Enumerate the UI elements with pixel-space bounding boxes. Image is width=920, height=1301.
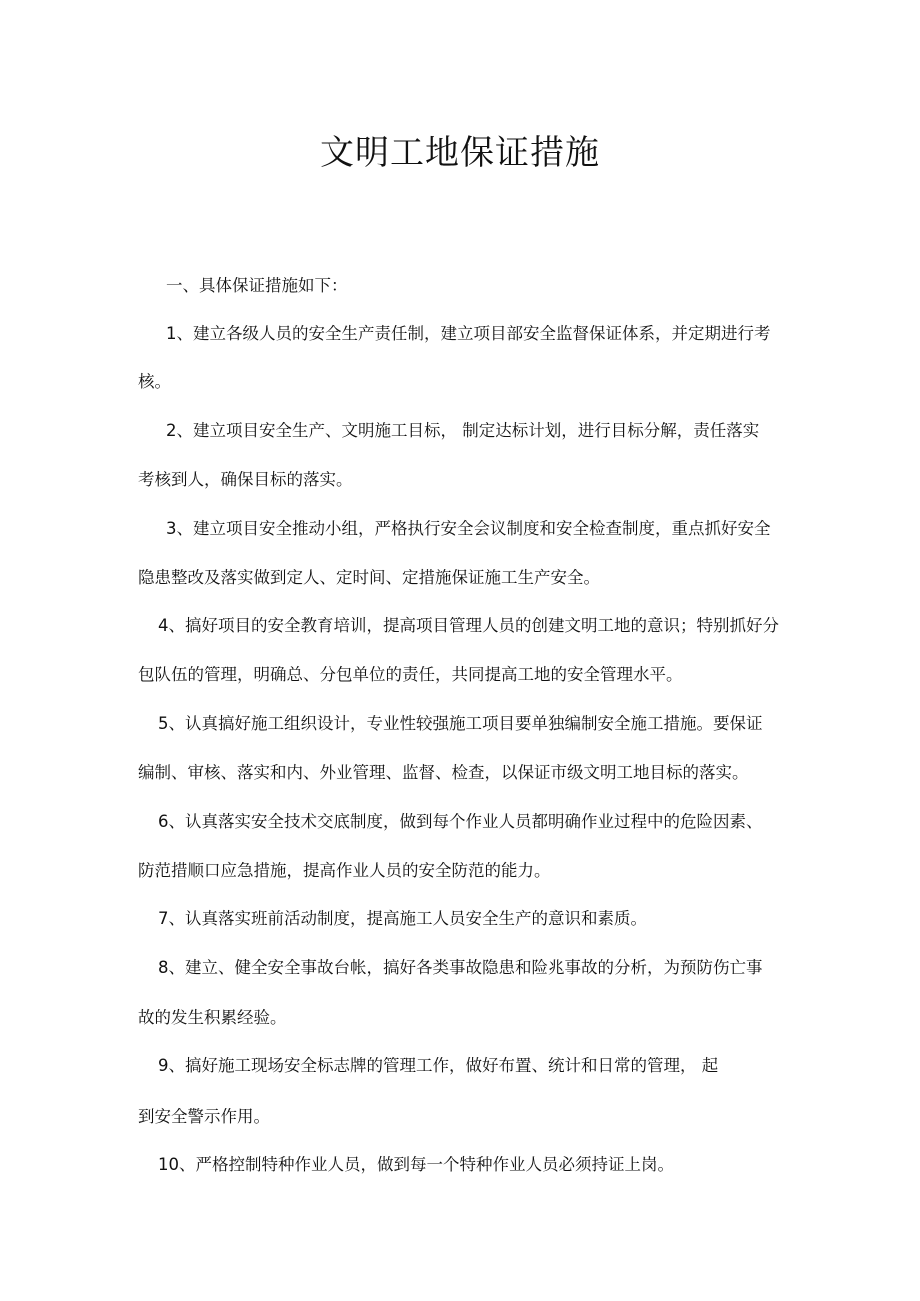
item-8-line-2: 故的发生积累经验。 bbox=[138, 1008, 287, 1027]
item-5-line-1: 5、认真搞好施工组织设计，专业性较强施工项目要单独编制安全施工措施。要保证 bbox=[158, 714, 763, 733]
item-2-line-1: 2、建立项目安全生产、文明施工目标， 制定达标计划，进行目标分解，责任落实 bbox=[166, 421, 760, 440]
item-6-line-2: 防范措顺口应急措施，提高作业人员的安全防范的能力。 bbox=[138, 861, 551, 880]
item-9-line-2: 到安全警示作用。 bbox=[138, 1107, 270, 1126]
item-4-line-1: 4、搞好项目的安全教育培训，提高项目管理人员的创建文明工地的意识；特别抓好分 bbox=[158, 616, 779, 635]
item-8-line-1: 8、建立、健全安全事故台帐，搞好各类事故隐患和险兆事故的分析，为预防伤亡事 bbox=[158, 958, 763, 977]
item-9-line-1: 9、搞好施工现场安全标志牌的管理工作，做好布置、统计和日常的管理， 起 bbox=[158, 1056, 719, 1075]
item-3-line-2: 隐患整改及落实做到定人、定时间、定措施保证施工生产安全。 bbox=[138, 568, 600, 587]
item-7-line-1: 7、认真落实班前活动制度，提高施工人员安全生产的意识和素质。 bbox=[158, 909, 647, 928]
item-1-line-2: 核。 bbox=[138, 372, 171, 391]
intro-heading: 一、具体保证措施如下： bbox=[166, 276, 348, 295]
item-10-line-1: 10、严格控制特种作业人员，做到每一个特种作业人员必须持证上岗。 bbox=[158, 1155, 674, 1174]
item-1-line-1: 1、建立各级人员的安全生产责任制，建立项目部安全监督保证体系，并定期进行考 bbox=[166, 324, 771, 343]
item-5-line-2: 编制、审核、落实和内、外业管理、监督、检查，以保证市级文明工地目标的落实。 bbox=[138, 763, 749, 782]
item-2-line-2: 考核到人，确保目标的落实。 bbox=[138, 470, 353, 489]
item-3-line-1: 3、建立项目安全推动小组，严格执行安全会议制度和安全检查制度，重点抓好安全 bbox=[166, 519, 771, 538]
document-title: 文明工地保证措施 bbox=[320, 133, 600, 173]
item-6-line-1: 6、认真落实安全技术交底制度，做到每个作业人员都明确作业过程中的危险因素、 bbox=[158, 812, 763, 831]
item-4-line-2: 包队伍的管理，明确总、分包单位的责任，共同提高工地的安全管理水平。 bbox=[138, 665, 683, 684]
